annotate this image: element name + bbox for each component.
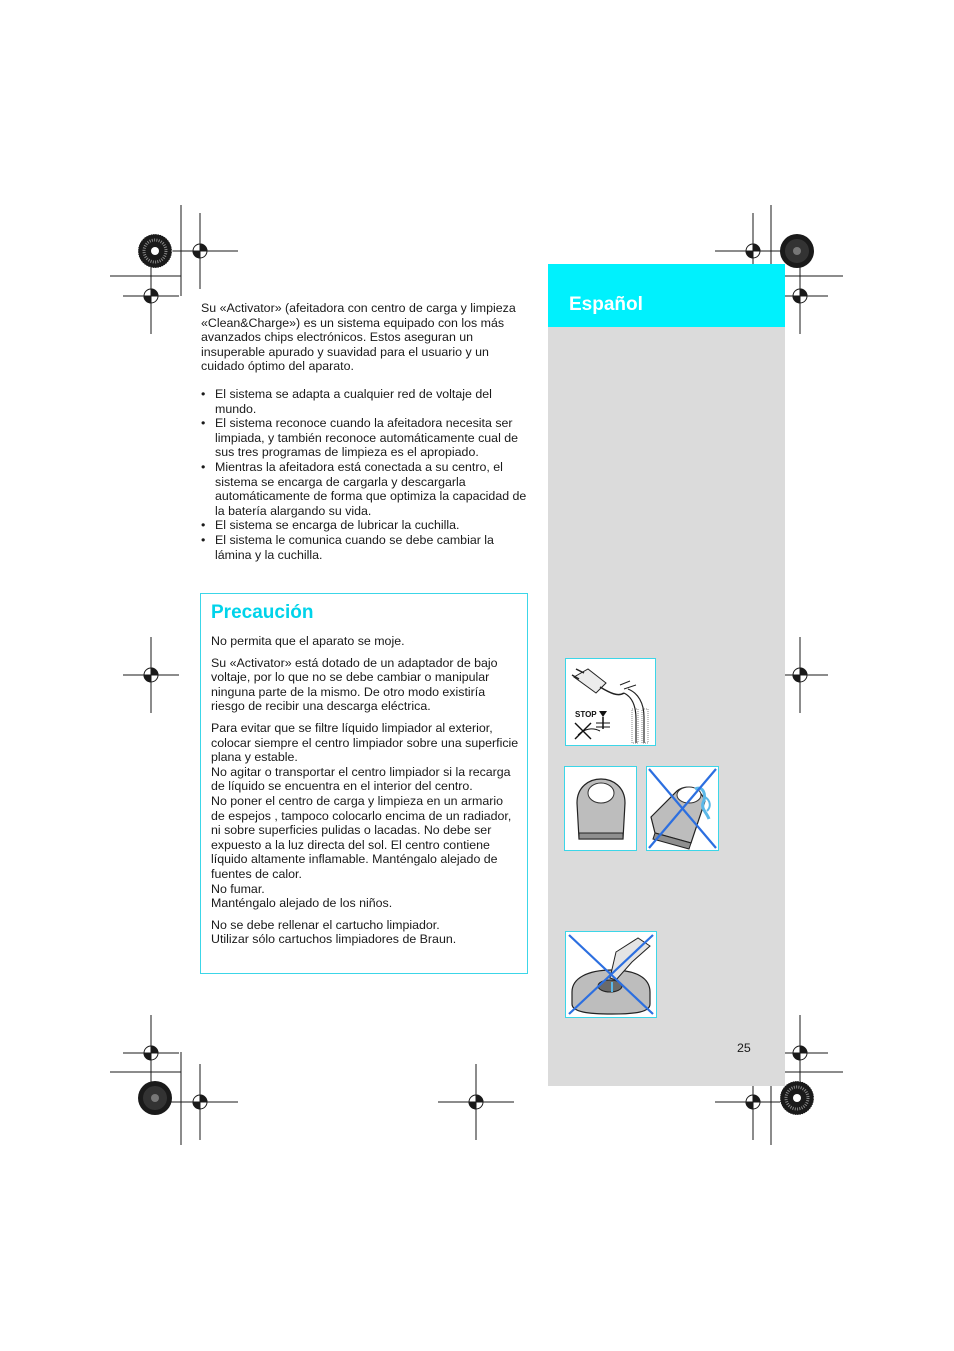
figure-centre-upright [564, 766, 637, 851]
figure-plug-stop [565, 658, 656, 746]
figure-centre-tilted-crossed [646, 766, 719, 851]
list-item: • El sistema le comunica cuando se debe cambiar la lámina y la cuchilla. [201, 533, 531, 562]
refill-illustration [566, 932, 656, 1017]
list-item: • Mientras la afeitadora está conectada a su centro, el sistema se encarga de cargarla y descargarla automáticamente de forma que optimiza la capacidad de la batería alargando su vida. [201, 460, 531, 518]
centre-upright-illustration [565, 767, 636, 850]
list-item: • El sistema reconoce cuando la afeitadora necesita ser limpiada, y también reconoce automáticamente cual de sus tres programas de limpieza es el apropiado. [201, 416, 531, 460]
caution-line: Para evitar que se filtre líquido limpiador al exterior, colocar siempre el centro limpiador sobre una superficie plana y estable. [211, 720, 519, 765]
caution-box [200, 593, 528, 974]
language-label: Español [569, 294, 643, 315]
caution-line: No fumar. [211, 881, 265, 896]
figure-refill-crossed [565, 931, 657, 1018]
caution-paragraph [211, 918, 519, 947]
centre-tilted-illustration [647, 767, 718, 850]
caution-paragraph [211, 721, 519, 911]
caution-paragraph: Su «Activator» está dotado de un adaptador de bajo voltaje, por lo que no se debe cambiar o manipular ninguna parte de la mismo. De otro modo existiría riesgo de recibir una descarga eléctrica. [211, 655, 498, 714]
caution-paragraph: No permita que el aparato se moje. [211, 634, 405, 648]
list-item: • El sistema se encarga de lubricar la cuchilla. [201, 518, 531, 533]
feature-list [201, 387, 531, 562]
page-number: 25 [737, 1041, 751, 1055]
intro-paragraph: Su «Activator» (afeitadora con centro de carga y limpieza «Clean&Charge») es un sistema equipado con los más avanzados chips electrónicos. Estos aseguran un insuperable apurado y suavidad para el usuario y un cuidado óptimo del aparato. [201, 301, 516, 374]
language-bar [548, 264, 785, 327]
caution-line: No agitar o transportar el centro limpiador si la recarga de líquido se encuentra en el interior del centro. [211, 764, 511, 794]
caution-line: Manténgalo alejado de los niños. [211, 896, 393, 911]
plug-illustration [566, 659, 655, 745]
list-item: • El sistema se adapta a cualquier red de voltaje del mundo. [201, 387, 531, 416]
stop-label: STOP [575, 710, 597, 719]
caution-line: Utilizar sólo cartuchos limpiadores de Braun. [211, 932, 457, 947]
caution-line: No poner el centro de carga y limpieza en un armario de espejos , tampoco colocarlo encima de un radiador, ni sobre superficies pulidas o lacadas. No debe ser expuesto a la luz directa del sol. El centro contiene líquido altamente inflamable. Manténgalo alejado de fuentes de calor. [211, 793, 512, 881]
caution-body [211, 634, 519, 954]
caution-title: Precaución [211, 602, 314, 623]
caution-line: No se debe rellenar el cartucho limpiador. [211, 917, 440, 932]
